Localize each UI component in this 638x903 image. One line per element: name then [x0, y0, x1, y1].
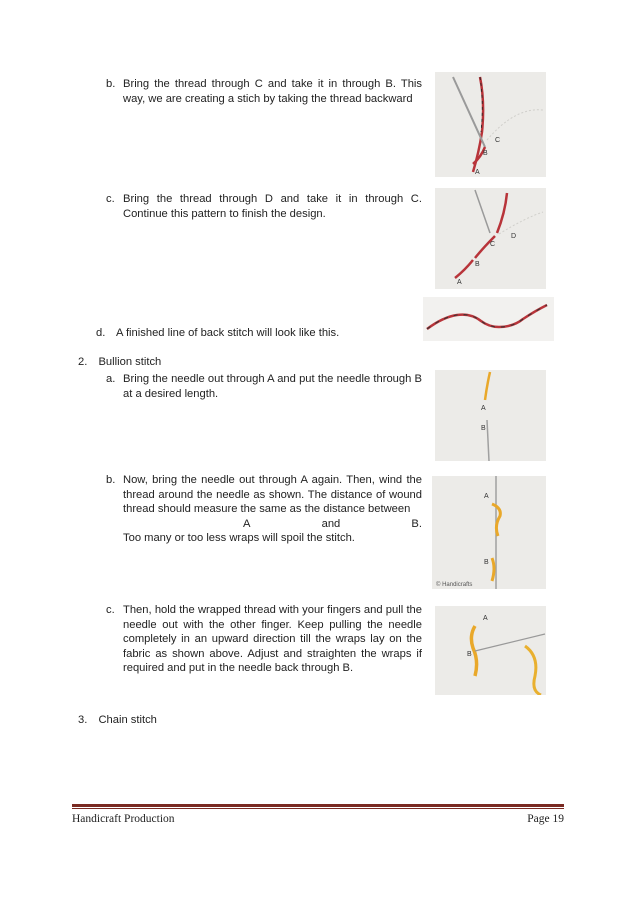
step-text: Now, bring the needle out through A again. Then, wind the thread around the needle as shown. The distance of wound thread should measure the same as the distance between: [123, 474, 422, 516]
section-number: 2.: [78, 356, 88, 368]
photo-label-b: B: [484, 559, 489, 566]
photo-label-a: A: [484, 493, 489, 500]
step-label: c.: [106, 604, 115, 616]
step-label: c.: [106, 193, 115, 205]
step-text: Bring the needle out through A and put the needle through B at a desired length.: [123, 373, 422, 400]
section-title: Bullion stitch: [98, 356, 162, 368]
photo-label-d: D: [511, 233, 517, 240]
photo-bullion-step-b: [432, 476, 546, 589]
step-text: Bring the thread through C and take it in through B. This way, we are creating a stich by taking the thread backward: [123, 78, 422, 105]
step-text: Bring the thread through D and take it in through C. Continue this pattern to finish the design.: [123, 193, 422, 220]
photo-bullion-step-c: [435, 606, 546, 695]
step-text-b: B.: [411, 517, 422, 530]
step-text-2: Too many or too less wraps will spoil the stitch.: [123, 532, 355, 545]
section-title: Chain stitch: [98, 714, 157, 726]
photo-label-a: A: [481, 405, 486, 412]
step-b-bullion: [106, 473, 422, 546]
footer-rule-thin: [72, 808, 564, 809]
photo-label-b: B: [483, 150, 488, 157]
photo-label-b: B: [475, 261, 480, 268]
step-b-back: [106, 77, 422, 106]
step-label: b.: [106, 78, 116, 90]
step-text-a: A: [243, 517, 251, 530]
section-bullion: [78, 355, 378, 370]
photo-label-a: A: [475, 169, 480, 176]
photo-label-b: B: [481, 425, 486, 432]
photo-label-c: C: [495, 137, 501, 144]
photo-label-c: C: [490, 241, 496, 248]
step-text-and: and: [321, 517, 341, 530]
page-number: Page 19: [527, 813, 564, 825]
step-label: d.: [96, 327, 106, 339]
footer-rule: [72, 804, 564, 807]
step-a-bullion: [106, 372, 422, 401]
photo-finished-back-stitch: [423, 297, 554, 341]
footer-title: Handicraft Production: [72, 813, 175, 825]
step-text: Then, hold the wrapped thread with your fingers and pull the needle out with the other finger. Keep pulling the needle completely in an upward direction till the wraps lay on the fabric as shown above. Adjust and straighten the wraps if required and put in the needle back through B.: [123, 604, 422, 675]
step-d-back: [96, 326, 426, 341]
step-c-bullion: [106, 603, 422, 676]
step-label: b.: [106, 474, 116, 486]
step-label: a.: [106, 373, 116, 385]
photo-label-a: A: [483, 615, 488, 622]
photo-back-stitch-step-b: [435, 72, 546, 177]
section-number: 3.: [78, 714, 88, 726]
section-chain: [78, 713, 378, 728]
photo-label-b: B: [467, 651, 472, 658]
photo-label-a: A: [457, 279, 462, 286]
step-c-back: [106, 192, 422, 221]
photo-back-stitch-step-c: [435, 188, 546, 289]
step-text: A finished line of back stitch will look like this.: [116, 327, 340, 339]
photo-watermark: © Handicrafts: [436, 582, 473, 588]
photo-bullion-step-a: [435, 370, 546, 461]
